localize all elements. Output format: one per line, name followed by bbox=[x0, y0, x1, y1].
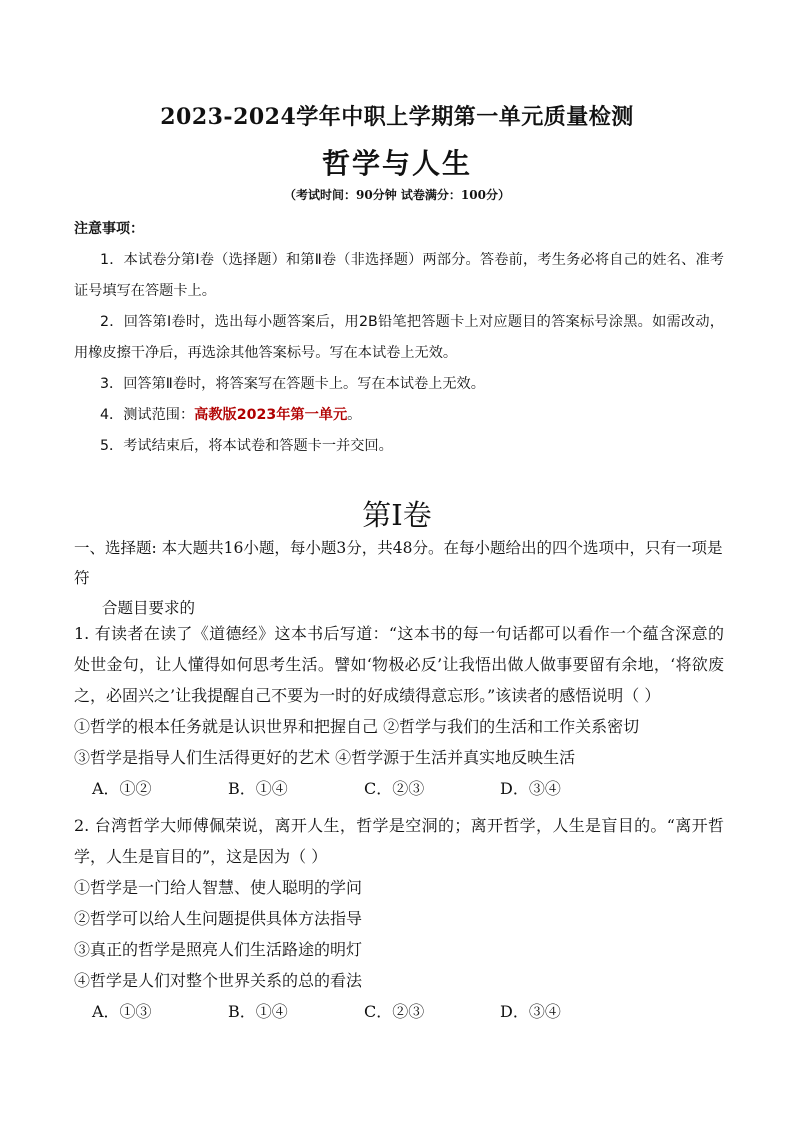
question-1 bbox=[74, 618, 724, 804]
question-2-option-1: ①哲学是一门给人智慧、使人聪明的学问 bbox=[74, 878, 363, 897]
question-1-options-line-2: ③哲学是指导人们生活得更好的艺术 ④哲学源于生活并真实地反映生活 bbox=[74, 748, 576, 767]
choice-a[interactable]: A．①③ bbox=[92, 1002, 152, 1021]
choice-d[interactable]: D．③④ bbox=[500, 1002, 561, 1021]
notice-item-3: 3．回答第Ⅱ卷时，将答案写在答题卡上。写在本试卷上无效。 bbox=[100, 376, 485, 392]
question-2-option-4: ④哲学是人们对整个世界关系的总的看法 bbox=[74, 971, 363, 990]
exam-title: 2023-2024学年中职上学期第一单元质量检测 bbox=[160, 104, 634, 130]
section-line-2: 合题目要求的 bbox=[102, 599, 196, 617]
section-heading bbox=[74, 533, 724, 623]
section-line-1: 一、选择题: 本大题共16小题，每小题3分，共48分。在每小题给出的四个选项中，只有一项是符 bbox=[74, 539, 723, 587]
notice-item-4-prefix: 4．测试范围： bbox=[100, 407, 195, 423]
test-scope: 高教版2023年第一单元 bbox=[194, 407, 348, 423]
question-1-stem: 1. 有读者在读了《道德经》这本书后写道：“这本书的每一句话都可以看作一个蕴含深意的处世金句，让人懂得如何思考生活。譬如‘物极必反’让我悟出做人做事要留有余地，‘将欲废之，必固兴之’让我提醒自己不要为一时的好成绩得意忘形。”该读者的感悟说明（ ） bbox=[74, 624, 724, 705]
question-2-choices bbox=[74, 996, 724, 1027]
choice-d[interactable]: D．③④ bbox=[500, 779, 561, 798]
question-1-options-line-1: ①哲学的根本任务就是认识世界和把握自己 ②哲学与我们的生活和工作关系密切 bbox=[74, 717, 640, 736]
question-2-stem: 2. 台湾哲学大师傅佩荣说，离开人生，哲学是空洞的；离开哲学，人生是盲目的。“离开哲学，人生是盲目的”，这是因为（ ） bbox=[74, 816, 724, 866]
notice-heading: 注意事项： bbox=[74, 221, 144, 237]
choice-c[interactable]: C．②③ bbox=[364, 779, 425, 798]
question-2 bbox=[74, 810, 724, 1027]
notice-item-4 bbox=[74, 400, 724, 431]
notice-item-4-suffix: 。 bbox=[347, 407, 362, 423]
notice-item-1: 1．本试卷分第Ⅰ卷（选择题）和第Ⅱ卷（非选择题）两部分。答卷前，考生务必将自己的姓名、准考证号填写在答题卡上。 bbox=[74, 252, 724, 299]
choice-c[interactable]: C．②③ bbox=[364, 1002, 425, 1021]
exam-info: （考试时间：90分钟 试卷满分：100分） bbox=[284, 188, 510, 202]
notice-item-5: 5．考试结束后，将本试卷和答题卡一并交回。 bbox=[100, 438, 393, 454]
notice-section bbox=[74, 214, 724, 462]
question-2-option-3: ③真正的哲学是照亮人们生活路途的明灯 bbox=[74, 940, 363, 959]
notice-item-2: 2．回答第Ⅰ卷时，选出每小题答案后，用2B铅笔把答题卡上对应题目的答案标号涂黑。如需改动，用橡皮擦干净后，再选涂其他答案标号。写在本试卷上无效。 bbox=[74, 314, 724, 361]
subject-title: 哲学与人生 bbox=[321, 147, 472, 180]
question-2-option-2: ②哲学可以给人生问题提供具体方法指导 bbox=[74, 909, 363, 928]
choice-a[interactable]: A．①② bbox=[92, 779, 152, 798]
question-1-choices bbox=[74, 773, 724, 804]
choice-b[interactable]: B．①④ bbox=[228, 779, 288, 798]
choice-b[interactable]: B．①④ bbox=[228, 1002, 288, 1021]
volume-title: 第Ⅰ卷 bbox=[362, 498, 432, 532]
